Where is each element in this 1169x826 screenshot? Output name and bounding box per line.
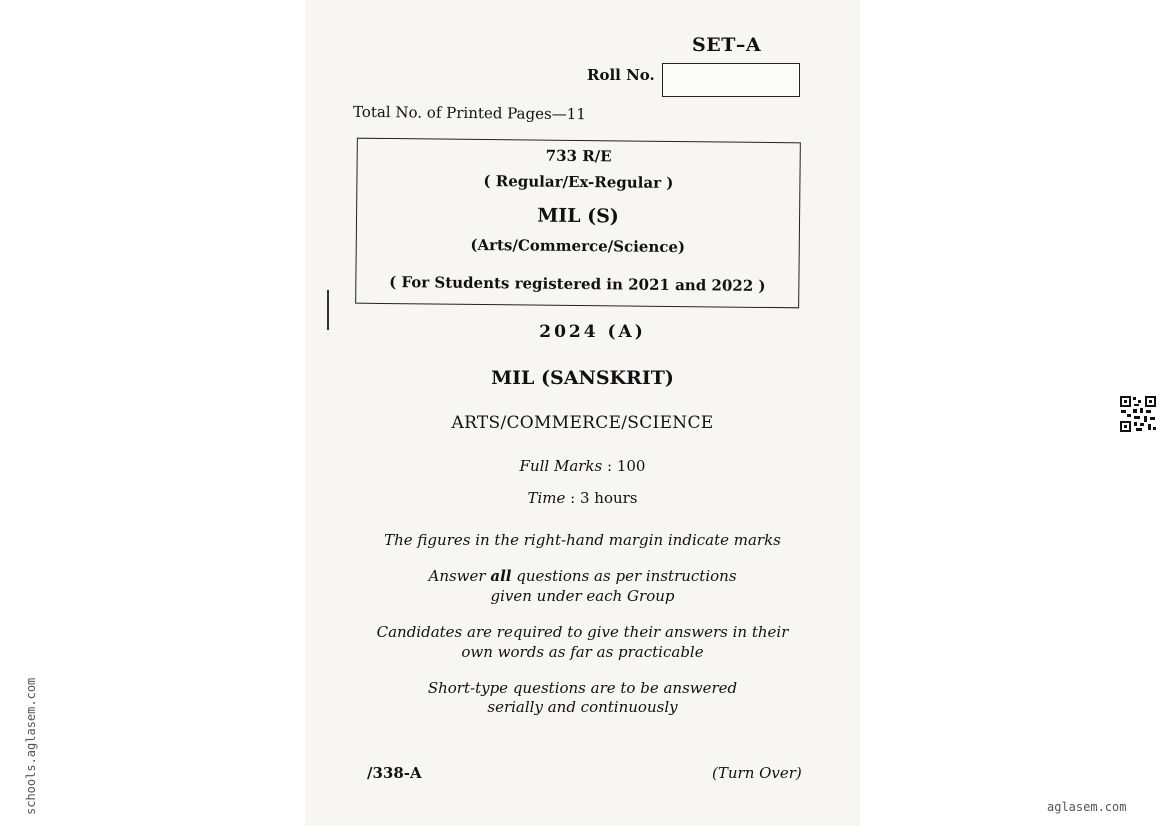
turn-over: (Turn Over)	[712, 764, 802, 782]
exam-time	[305, 489, 860, 507]
roll-number-label: Roll No.	[587, 66, 655, 84]
instruction-answer-all-cont: given under each Group	[490, 587, 675, 605]
full-marks-value: : 100	[607, 457, 646, 475]
exam-type: ( Regular/Ex-Regular )	[483, 172, 674, 192]
instruction-emphasis: all	[490, 567, 512, 585]
roll-number-box	[662, 63, 800, 97]
exam-year: 2024 (A)	[539, 322, 646, 342]
instruction-marks: The figures in the right-hand margin indicate marks	[384, 531, 781, 549]
box-streams: (Arts/Commerce/Science)	[470, 235, 686, 257]
registration-note: ( For Students registered in 2021 and 2022 )	[389, 273, 766, 295]
time-value: : 3 hours	[570, 489, 638, 507]
instruction-text: questions as per instructions	[511, 567, 737, 585]
instruction-answer-all	[305, 567, 860, 585]
set-label: SET–A	[692, 34, 762, 56]
box-subject: MIL (S)	[537, 204, 619, 228]
instruction-short-type: Short-type questions are to be answered	[427, 679, 738, 697]
bottom-watermark: aglasem.com	[1047, 800, 1127, 814]
exam-subject: MIL (SANSKRIT)	[491, 367, 674, 389]
full-marks-label: Full Marks	[519, 457, 603, 475]
qr-code-icon	[1119, 395, 1157, 433]
time-label: Time	[527, 489, 566, 507]
instruction-own-words-cont: own words as far as practicable	[461, 643, 704, 661]
footer-code: /338-A	[367, 764, 422, 782]
exam-streams: ARTS/COMMERCE/SCIENCE	[451, 413, 714, 433]
paper-info-box	[355, 138, 801, 309]
paper-code: 733 R/E	[545, 146, 612, 166]
side-watermark: schools.aglasem.com	[24, 677, 38, 815]
printed-pages: Total No. of Printed Pages—11	[352, 102, 586, 124]
full-marks	[305, 457, 860, 475]
instruction-own-words: Candidates are required to give their answers in their	[376, 623, 789, 641]
instruction-text: Answer	[428, 567, 491, 585]
instruction-short-type-cont: serially and continuously	[487, 698, 678, 716]
